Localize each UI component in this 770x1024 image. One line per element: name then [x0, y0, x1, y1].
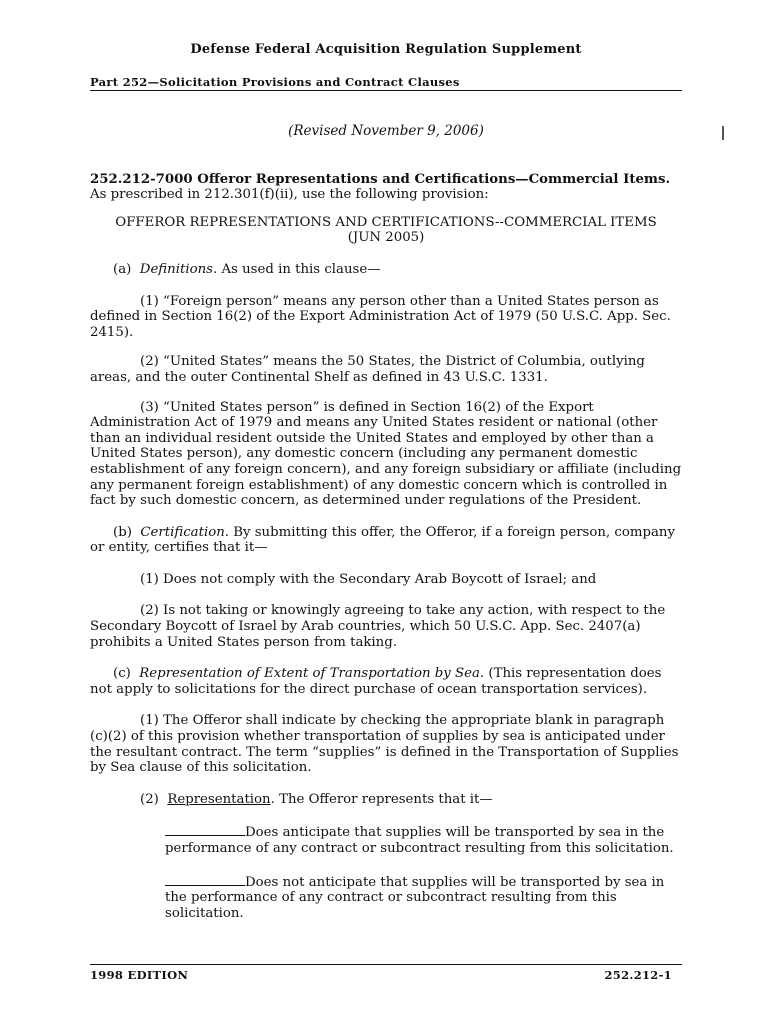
paragraph-b [90, 525, 682, 556]
paragraph-c [90, 666, 682, 697]
definition-foreign-person: (1) “Foreign person” means any person other than a United States person as defined in Section 16(2) of the Export Administration Act of 1979 (50 U.S.C. App. Sec. 2415). [90, 293, 671, 340]
paragraph-a-heading: Definitions [139, 261, 213, 277]
footer-rule [90, 964, 682, 965]
revised-date: (Revised November 9, 2006) [288, 123, 484, 139]
footer-page-number: 252.212-1 [604, 968, 672, 982]
checkbox-blank-anticipate[interactable] [165, 823, 245, 836]
footer-edition: 1998 EDITION [90, 968, 189, 982]
paragraph-a-intro: . As used in this clause— [213, 261, 381, 277]
option-does-anticipate-text: Does anticipate that supplies will be transported by sea in the performance of any contract or subcontract resulting from this solicitation. [165, 825, 674, 856]
paragraph-c-heading: Representation of Extent of Transportation by Sea. [139, 666, 485, 682]
change-bar [722, 126, 724, 140]
certification-item-1: (1) Does not comply with the Secondary Arab Boycott of Israel; and [140, 571, 597, 587]
clause-prescribed: As prescribed in 212.301(f)(ii), use the following provision: [90, 187, 489, 203]
paragraph-c-label: (c) [113, 666, 131, 682]
provision-title: OFFEROR REPRESENTATIONS AND CERTIFICATIONS--COMMERCIAL ITEMS [115, 214, 657, 230]
definition-united-states-person: (3) “United States person” is defined in Section 16(2) of the Export Administration Act of 1979 and means any United States resident or national (other than an individual resident outside the United States and employed by other than a United States person), any domestic concern (including any permanent domestic establishment of any foreign concern), and any foreign subsidiary or affiliate (including any permanent foreign establishment) of any domestic concern which is controlled in fact by such domestic concern, as determined under regulations of the President. [90, 399, 682, 509]
transport-item-2-heading: Representation [167, 791, 271, 807]
option-does-not-anticipate [165, 873, 682, 922]
paragraph-b-intro: By submitting this offer, the Offeror, if a foreign person, company or entity, certifies that it— [90, 524, 675, 556]
paragraph-b-heading: Certification. [140, 524, 229, 540]
option-does-anticipate [165, 823, 682, 856]
provision-date: (JUN 2005) [347, 230, 425, 246]
document-header-title: Defense Federal Acquisition Regulation Supplement [190, 42, 582, 57]
document-body [90, 124, 682, 921]
definition-united-states: (2) “United States” means the 50 States, the District of Columbia, outlying areas, and the outer Continental Shelf as defined in 43 U.S.C. 1331. [90, 354, 645, 385]
paragraph-a-label: (a) [113, 261, 132, 277]
transport-item-2-intro: . The Offeror represents that it— [270, 791, 493, 807]
checkbox-blank-not-anticipate[interactable] [165, 873, 245, 886]
paragraph-a [90, 262, 682, 278]
transport-item-2-label: (2) [140, 791, 159, 807]
paragraph-b-label: (b) [113, 524, 132, 540]
option-does-not-anticipate-text: Does not anticipate that supplies will be transported by sea in the performance of any contract or subcontract resulting from this solicitation. [165, 874, 665, 921]
clause-title: 252.212-7000 Offeror Representations and Certifications—Commercial Items. [90, 171, 671, 187]
paragraph-c-intro: (This representation does not apply to solicitations for the direct purchase of ocean transportation services). [90, 666, 662, 697]
header-rule [90, 90, 682, 91]
document-header-part: Part 252—Solicitation Provisions and Contract Clauses [90, 75, 460, 89]
certification-item-2: (2) Is not taking or knowingly agreeing to take any action, with respect to the Secondary Boycott of Israel by Arab countries, which 50 U.S.C. App. Sec. 2407(a) prohibits a United States person from taking. [90, 603, 666, 650]
transport-item-1: (1) The Offeror shall indicate by checking the appropriate blank in paragraph (c)(2) of this provision whether transportation of supplies by sea is anticipated under the resultant contract. The term “supplies” is defined in the Transportation of Supplies by Sea clause of this solicitation. [90, 713, 679, 776]
transport-item-2 [90, 792, 682, 808]
